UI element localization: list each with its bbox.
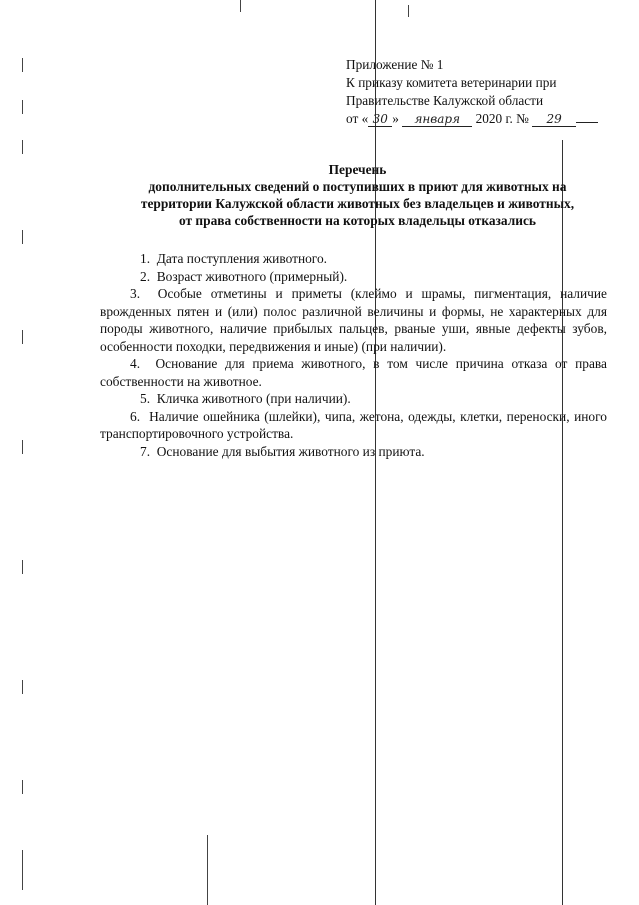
appendix-date-line: от « 30 » января 2020 г. № 29 xyxy=(346,110,608,128)
margin-mark xyxy=(22,680,23,694)
margin-mark xyxy=(22,230,23,244)
document-title xyxy=(100,161,615,229)
margin-mark xyxy=(22,850,23,890)
title-heading: Перечень xyxy=(328,162,387,177)
list-item: 5. Кличка животного (при наличии). xyxy=(140,391,351,406)
margin-mark xyxy=(22,560,23,574)
list-item: 1. Дата поступления животного. xyxy=(140,251,328,266)
margin-mark xyxy=(22,330,23,344)
list-item: 3. Особые отметины и приметы (клеймо и шрамы, пигментация, наличие врожденных пятен и (или) полос различной величины и формы, не характерных для породы животного, наличие прибылых пальцев, рваные уши, явные дефекты зубов, особенности походки, передвижения и иные) (при наличии). xyxy=(100,286,607,354)
handwritten-order-number: 29 xyxy=(532,112,576,127)
list-item: 2. Возраст животного (примерный). xyxy=(140,268,348,284)
list-item: 6. Наличие ошейника (шлейки), чипа, жетона, одежды, клетки, переноски, иного транспортировочного устройства. xyxy=(100,408,607,441)
appendix-header xyxy=(346,56,608,128)
margin-mark xyxy=(22,100,23,114)
list-item: 4. Основание для приема животного, в том числе причина отказа от права собственности на животное. xyxy=(100,356,607,389)
handwritten-month: января xyxy=(402,112,472,127)
handwritten-day: 30 xyxy=(368,112,392,127)
title-line: от права собственности на которых владельцы отказались xyxy=(178,213,536,228)
appendix-title: Приложение № 1 xyxy=(346,57,444,72)
margin-mark xyxy=(22,780,23,794)
margin-mark xyxy=(22,58,23,72)
title-line: дополнительных сведений о поступивших в приют для животных на xyxy=(148,179,567,194)
title-line: территории Калужской области животных без владельцев и животных, xyxy=(140,196,575,211)
margin-mark xyxy=(408,5,409,17)
margin-mark xyxy=(240,0,241,12)
appendix-authority: Правительстве Калужской области xyxy=(346,93,544,108)
list-item: 7. Основание для выбытия животного из приюта. xyxy=(140,443,425,459)
margin-mark xyxy=(22,140,23,154)
margin-mark xyxy=(207,835,208,905)
margin-mark xyxy=(22,440,23,454)
item-list xyxy=(100,250,607,460)
appendix-order-line: К приказу комитета ветеринарии при xyxy=(346,75,557,90)
